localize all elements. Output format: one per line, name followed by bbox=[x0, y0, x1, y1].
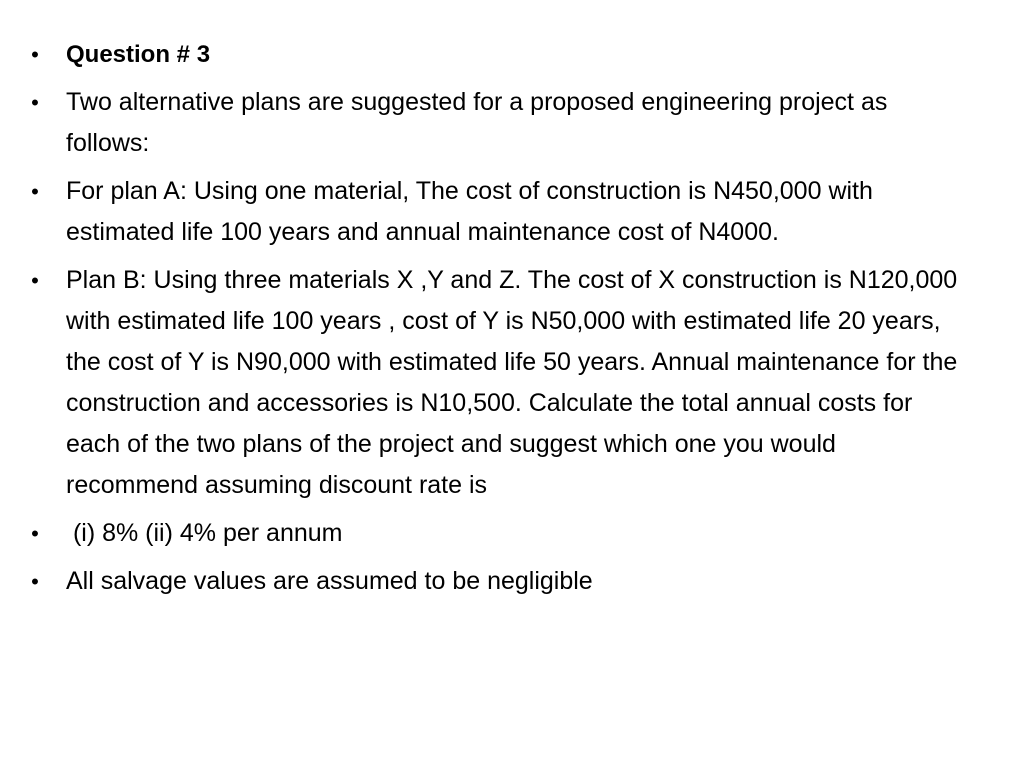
bullet-text: For plan A: Using one material, The cost of construction is N450,000 with estimated life 100 years and annual maintenance cost of N4000. bbox=[66, 177, 873, 246]
question-title: Question # 3 bbox=[66, 41, 211, 68]
bullet-text: All salvage values are assumed to be negligible bbox=[66, 567, 593, 595]
bullet-item-intro bbox=[28, 82, 968, 164]
bullet-icon: • bbox=[31, 268, 39, 293]
bullet-icon: • bbox=[31, 90, 39, 115]
bullet-text: Two alternative plans are suggested for a proposed engineering project as follows: bbox=[66, 88, 888, 157]
bullet-item-plan-b bbox=[28, 260, 968, 506]
bullet-icon: • bbox=[31, 42, 39, 67]
bullet-list bbox=[28, 34, 968, 609]
bullet-icon: • bbox=[31, 569, 39, 594]
bullet-item-plan-a bbox=[28, 171, 968, 253]
bullet-item-discount-rates bbox=[28, 513, 968, 554]
bullet-text: (i) 8% (ii) 4% per annum bbox=[66, 519, 343, 547]
bullet-text: Plan B: Using three materials X ,Y and Z. The cost of X construction is N120,000 with estimated life 100 years , cost of Y is N50,000 with estimated life 20 years, the cost of Y is N90,000 with estimated life 50 years. Annual maintenance for the construction and accessories is N10,500. Calculate the total annual costs for each of the two plans of the project and suggest which one you would recommend assuming discount rate is bbox=[66, 266, 958, 499]
bullet-icon: • bbox=[31, 521, 39, 546]
bullet-item-question-title bbox=[28, 34, 968, 75]
bullet-item-salvage bbox=[28, 561, 968, 602]
bullet-icon: • bbox=[31, 179, 39, 204]
